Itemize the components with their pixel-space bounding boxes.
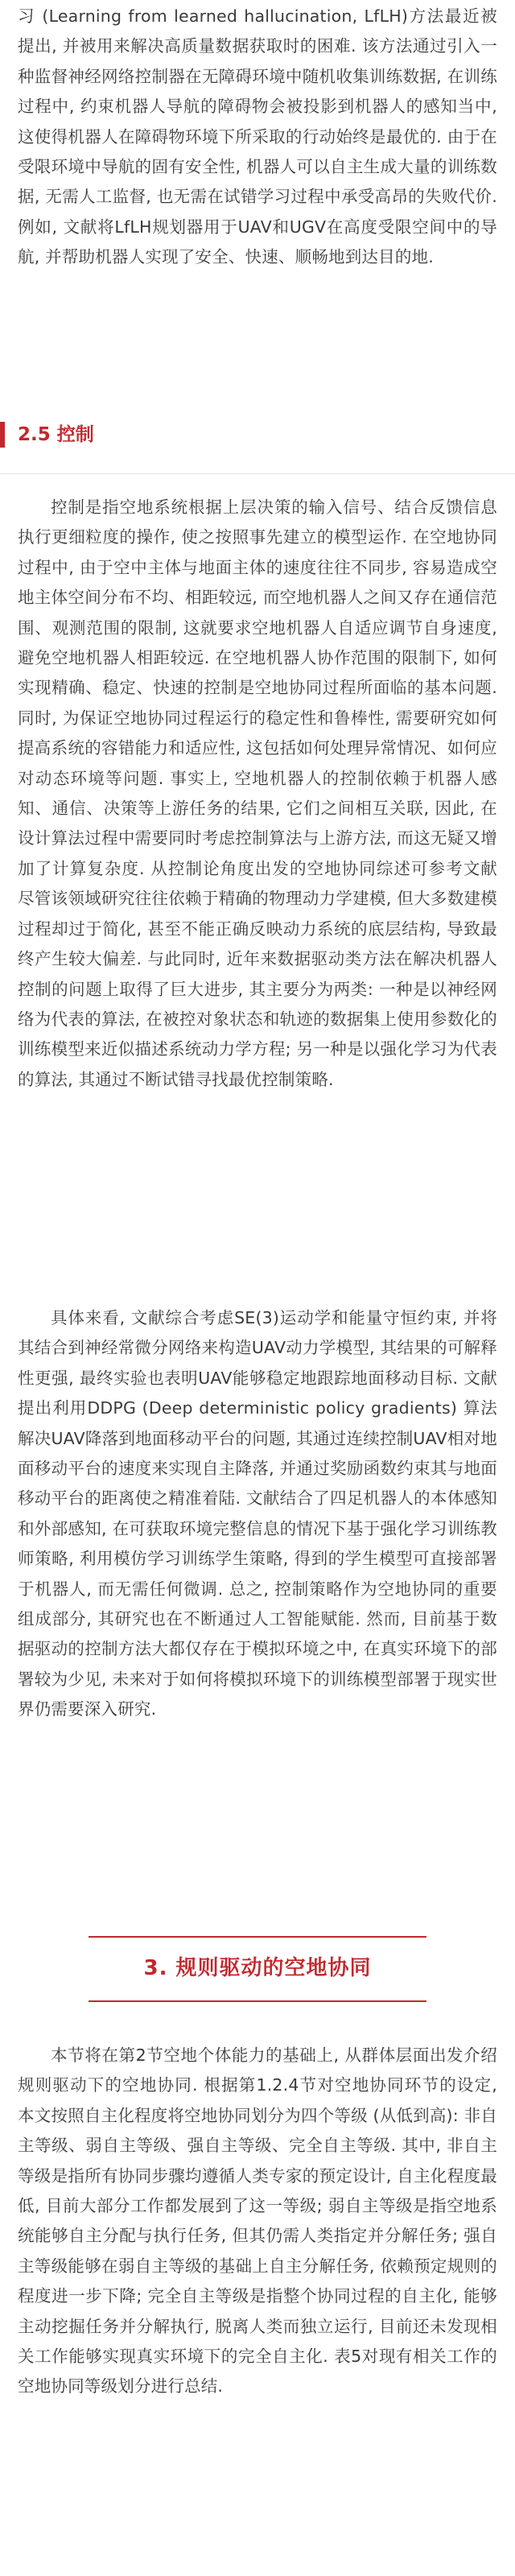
section-divider (0, 473, 515, 474)
paragraph-rule-driven-intro: 本节将在第2节空地个体能力的基础上, 从群体层面出发介绍规则驱动下的空地协同. 根据第1.2.4节对空地协同环节的设定, 本文按照自主化程度将空地协同划分为四个等级 (从低到高): 非自主等级、弱自主等级、强自主等级、完全自主等级. 其中, 非自主等级是指所有协同步骤均遵循人类专家的预定设计, 自主化程度最低, 目前大部分工作都发展到了这一等级; 弱自主等级是指空地系统能够自主分配与执行任务, 但其仍需人类指定并分解任务; 强自主等级能够在弱自主等级的基础上自主分解任务, 依赖预定规则的程度进一步下降; 完全自主等级是指整个协同过程的自主化, 能够主动挖掘任务并分解执行, 脱离人类而独立运行, 目前还未发现相关工作能够实现真实环境下的完全自主化. 表5对现有相关工作的空地协同等级划分进行总结. (18, 2046, 497, 2396)
paragraph-control-overview: 控制是指空地系统根据上层决策的输入信号、结合反馈信息执行更细粒度的操作, 使之按照事先建立的模型运作. 在空地协同过程中, 由于空中主体与地面主体的速度往往不同步, 容易造成空地主体空间分布不均、相距较远, 而空地机器人之间又存在通信范围、观测范围的限制, 这就要求空地机器人自适应调节自身速度, 避免空地机器人相距较远. 在空地机器人协作范围的限制下, 如何实现精确、稳定、快速的控制是空地协同过程所面临的基本问题. 同时, 为保证空地协同过程运行的稳定性和鲁棒性, 需要研究如何提高系统的容错能力和适应性, 这包括如何处理异常情况、如何应对动态环境等问题. 事实上, 空地机器人的控制依赖于机器人感知、通信、决策等上游任务的结果, 它们之间相互关联, 因此, 在设计算法过程中需要同时考虑控制算法与上游方法, 而这无疑又增加了计算复杂度. 从控制论角度出发的空地协同综述可参考文献 尽管该领域研究往往依赖于精确的物理动力学建模, 但大多数建模过程却过于简化, 甚至不能正确反映动力系统的底层结构, 导致最终产生较大偏差. 与此同时, 近年来数据驱动类方法在解决机器人控制的问题上取得了巨大进步, 其主要分为两类: 一种是以神经网络为代表的算法, 在被控对象状态和轨迹的数据集上使用参数化的训练模型来近似描述系统动力学方程; 另一种是以强化学习为代表的算法, 其通过不断试错寻找最优控制策略. (18, 497, 497, 1089)
section-title: 2.5 控制 (18, 424, 94, 445)
chapter-heading (0, 1936, 515, 2025)
section-heading (0, 419, 515, 451)
section-heading-accent-bar (0, 422, 5, 448)
paragraph-lflh-navigation: 习 (Learning from learned hallucination, LfLH)方法最近被提出, 并被用来解决高质量数据获取时的困难. 该方法通过引入一种监督神经网络控制器在无障碍环境中随机收集训练数据, 在训练过程中, 约束机器人导航的障碍物会被投影到机器人的感知当中, 这使得机器人在障碍物环境下所采取的行动始终是最优的. 由于在受限环境中导航的固有安全性, 机器人可以自主生成大量的训练数据, 无需人工监督, 也无需在试错学习过程中承受高昂的失败代价. 例如, 文献将LfLH规划器用于UAV和UGV在高度受限空间中的导航, 并帮助机器人实现了安全、快速、顺畅地到达目的地. (18, 6, 497, 267)
chapter-title: 3. 规则驱动的空地协同 (143, 1956, 372, 1980)
paragraph-control-methods: 具体来看, 文献综合考虑SE(3)运动学和能量守恒约束, 并将其结合到神经常微分网络来构造UAV动力学模型, 其结果的可解释性更强, 最终实验也表明UAV能够稳定地跟踪地面移动目标. 文献提出利用DDPG (Deep deterministic policy gradients) 算法解决UAV降落到地面移动平台的问题, 其通过连续控制UAV相对地面移动平台的速度来实现自主降落, 并通过奖励函数约束其与地面移动平台的距离使之精准着陆. 文献结合了四足机器人的本体感知和外部感知, 在可获取环境完整信息的情况下基于强化学习训练教师策略, 利用模仿学习训练学生策略, 得到的学生模型可直接部署于机器人, 而无需任何微调. 总之, 控制策略作为空地协同的重要组成部分, 其研究也在不断通过人工智能赋能. 然而, 目前基于数据驱动的控制方法大都仅存在于模拟环境之中, 在真实环境下的部署较为少见, 未来对于如何将模拟环境下的训练模型部署于现实世界仍需要深入研究. (18, 1308, 497, 1719)
chapter-heading-bottom-rule (89, 2000, 426, 2002)
chapter-heading-top-rule (89, 1936, 426, 1938)
